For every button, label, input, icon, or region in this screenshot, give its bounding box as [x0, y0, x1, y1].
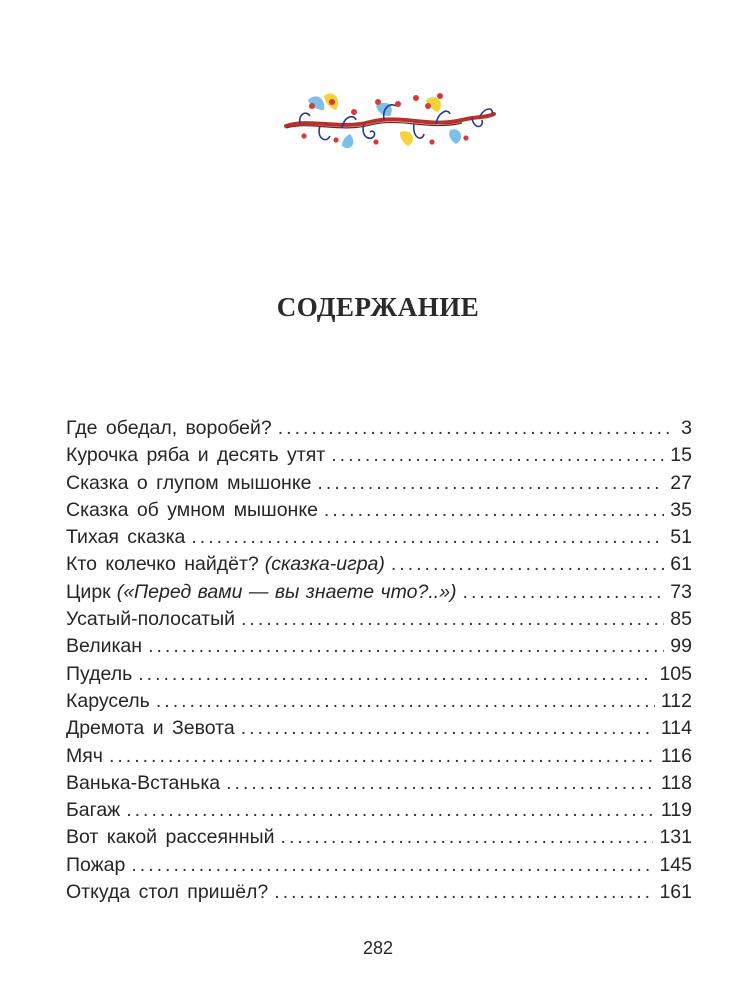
toc-entry-title: Ванька-Встанька — [66, 771, 221, 794]
toc-entry[interactable] — [66, 824, 692, 851]
toc-entry-page: 35 — [670, 498, 692, 521]
dot-leader — [331, 442, 664, 469]
toc-entry-title: Вот какой рассеянный — [66, 826, 275, 849]
floral-branch-icon — [280, 88, 498, 158]
toc-entry-page: 114 — [660, 717, 692, 740]
toc-entry-note: («Перед вами — вы знаете что?..») — [116, 580, 457, 603]
toc-entry[interactable] — [66, 497, 692, 524]
toc-entry[interactable] — [66, 879, 692, 906]
toc-entry-page: 119 — [660, 799, 692, 822]
toc-entry-page: 61 — [670, 553, 692, 576]
dot-leader — [156, 688, 655, 715]
dot-leader — [109, 743, 655, 770]
toc-entry-note: (сказка-игра) — [264, 553, 385, 576]
toc-entry-title: Дремота и Зевота — [66, 717, 235, 740]
toc-entry-page: 131 — [659, 826, 692, 849]
toc-entry-title: Где обедал, воробей? — [66, 417, 272, 439]
toc-entry-title: Откуда стол пришёл? — [66, 881, 269, 904]
dot-leader — [281, 824, 654, 851]
toc-entry[interactable] — [66, 551, 692, 578]
toc-entry[interactable] — [66, 415, 692, 442]
toc-entry-title: Мяч — [66, 744, 103, 767]
toc-entry-title: Кто колечко найдёт? — [66, 553, 259, 576]
dot-leader — [126, 797, 655, 824]
toc-entry-title: Сказка о глупом мышонке — [66, 471, 312, 494]
toc-entry-title: Карусель — [66, 689, 150, 712]
toc-entry[interactable] — [66, 442, 692, 469]
toc-entry-title: Багаж — [66, 799, 121, 822]
dot-leader — [241, 715, 655, 742]
dot-leader — [191, 524, 664, 551]
dot-leader — [463, 579, 665, 606]
toc-entry[interactable] — [66, 524, 692, 551]
toc-entry-page: 105 — [659, 662, 692, 685]
toc-entry-page: 15 — [670, 444, 692, 467]
page-number: 282 — [362, 938, 394, 958]
dot-leader — [131, 852, 653, 879]
toc-entry-title: Цирк — [66, 580, 111, 603]
toc-entry-page: 85 — [670, 608, 692, 631]
dot-leader — [391, 551, 664, 578]
dot-leader — [324, 497, 664, 524]
toc-entry-page: 51 — [670, 526, 692, 549]
toc-entry-page: 3 — [681, 417, 692, 439]
toc-entry[interactable] — [66, 470, 692, 497]
toc-entry-title: Усатый-полосатый — [66, 608, 236, 631]
toc-entry-page: 118 — [660, 771, 692, 794]
toc-entry-title: Пудель — [66, 662, 133, 685]
toc-entry-page: 145 — [659, 853, 692, 876]
dot-leader — [317, 470, 664, 497]
toc-entry-title: Тихая сказка — [66, 526, 186, 549]
toc-entry-page: 73 — [670, 580, 692, 603]
toc-entry[interactable] — [66, 688, 692, 715]
toc-entry[interactable] — [66, 770, 692, 797]
toc-entry[interactable] — [66, 715, 692, 742]
dot-leader — [274, 879, 653, 906]
toc-entry-page: 116 — [660, 744, 692, 767]
dot-leader — [138, 661, 653, 688]
toc-entry-title: Сказка об умном мышонке — [66, 498, 318, 521]
toc-entry[interactable] — [66, 797, 692, 824]
toc-entry-title: Великан — [66, 635, 143, 658]
dot-leader — [241, 606, 664, 633]
toc-entry-page: 112 — [660, 689, 692, 712]
toc-entry-page: 27 — [670, 471, 692, 494]
toc-entry[interactable] — [66, 579, 692, 606]
toc-entry[interactable] — [66, 633, 692, 660]
toc-entry[interactable] — [66, 606, 692, 633]
toc-entry-title: Пожар — [66, 853, 126, 876]
dot-leader — [148, 633, 664, 660]
toc-entry-page: 161 — [659, 881, 692, 904]
toc-entry-title: Курочка ряба и десять утят — [66, 444, 326, 467]
toc-entry[interactable] — [66, 661, 692, 688]
toc-entry[interactable] — [66, 743, 692, 770]
dot-leader — [226, 770, 655, 797]
toc-entry[interactable] — [66, 852, 692, 879]
toc-entry-page: 99 — [670, 635, 692, 658]
page-title: СОДЕРЖАНИЕ — [276, 292, 480, 322]
dot-leader — [278, 415, 675, 442]
table-of-contents — [66, 415, 692, 906]
